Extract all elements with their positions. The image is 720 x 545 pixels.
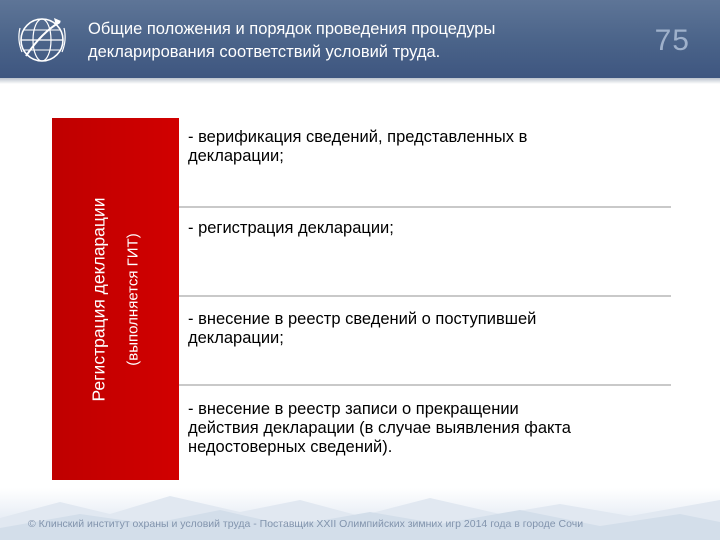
list-item xyxy=(179,219,671,295)
title-line-2: декларирования соответствий условий труда. xyxy=(88,43,441,61)
page-title xyxy=(88,18,608,64)
sidebar-title xyxy=(84,118,114,480)
header-bar xyxy=(0,0,720,78)
item-4-line-1: - внесение в реестр записи о прекращении xyxy=(188,400,519,418)
item-2-line-1: - регистрация декларации; xyxy=(188,219,394,237)
list-item xyxy=(179,128,671,206)
sidebar-title-text: Регистрация декларации xyxy=(88,197,109,401)
globe-logo-icon xyxy=(14,12,70,68)
item-1-line-2: декларации; xyxy=(188,147,284,165)
item-4-line-2: действия декларации (в случае выявления факта xyxy=(188,419,571,437)
divider xyxy=(179,206,671,208)
item-3-line-1: - внесение в реестр сведений о поступившей xyxy=(188,310,537,328)
list-item xyxy=(179,400,671,478)
list-item xyxy=(179,310,671,384)
mountain-decoration xyxy=(0,488,720,540)
footer-mountains xyxy=(0,488,720,540)
footer-text: © Клинский институт охраны и условий труда - Поставщик XXII Олимпийских зимних игр 2014 года в городе Сочи xyxy=(28,518,584,530)
item-1-line-1: - верификация сведений, представленных в xyxy=(188,128,528,146)
divider xyxy=(179,384,671,386)
title-line-1: Общие положения и порядок проведения процедуры xyxy=(88,20,496,38)
sidebar-panel xyxy=(52,118,179,480)
divider xyxy=(179,295,671,297)
header-shadow xyxy=(0,78,720,84)
item-4-line-3: недостоверных сведений). xyxy=(188,438,393,456)
sidebar-subtitle xyxy=(118,118,148,480)
item-3-line-2: декларации; xyxy=(188,329,284,347)
sidebar-subtitle-text: (выполняется ГИТ) xyxy=(124,232,142,366)
page-number: 75 xyxy=(654,24,690,57)
